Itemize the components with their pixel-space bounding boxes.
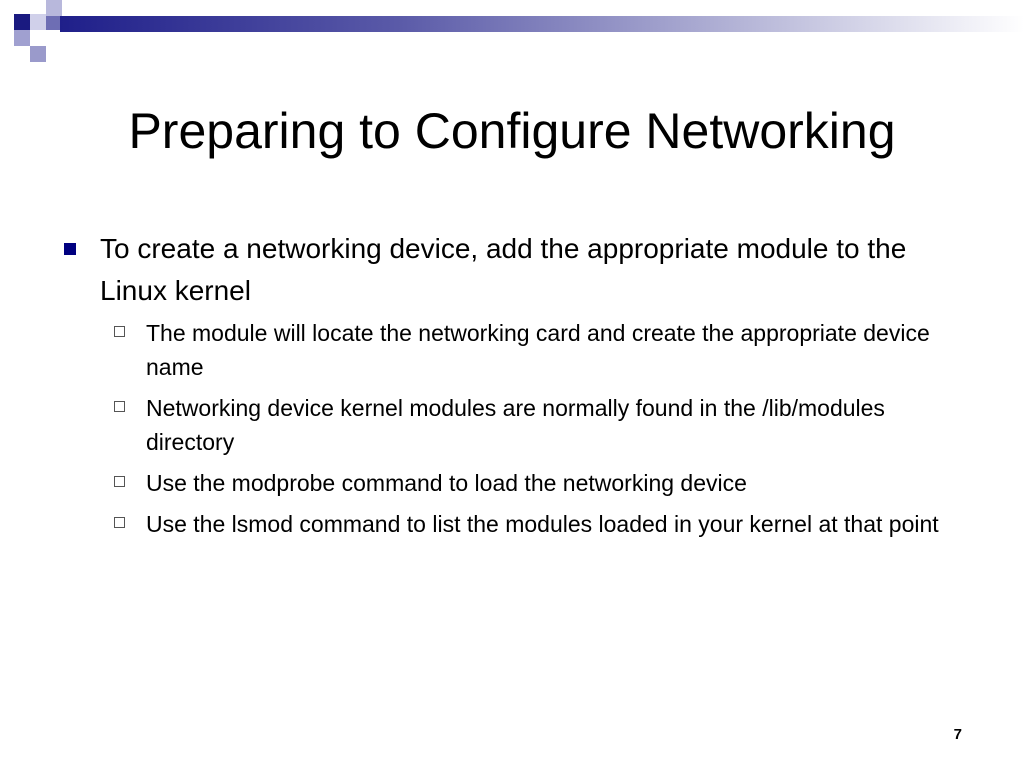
- bullet-text: To create a networking device, add the appropriate module to the Linux kernel: [100, 233, 907, 306]
- header-decoration: [0, 0, 1024, 64]
- filled-square-bullet-icon: [64, 243, 76, 255]
- hollow-square-bullet-icon: [114, 476, 125, 487]
- page-number: 7: [953, 726, 962, 743]
- decor-square: [30, 46, 46, 62]
- slide-content: [60, 228, 960, 548]
- decor-square: [14, 30, 30, 46]
- sub-bullet-text: Networking device kernel modules are normally found in the /lib/modules directory: [146, 395, 885, 455]
- sub-bullet-item: [60, 507, 960, 541]
- sub-bullet-text: Use the lsmod command to list the modules loaded in your kernel at that point: [146, 511, 939, 537]
- sub-bullet-item: [60, 316, 960, 384]
- hollow-square-bullet-icon: [114, 326, 125, 337]
- sub-bullet-item: [60, 391, 960, 459]
- hollow-square-bullet-icon: [114, 517, 125, 528]
- slide-title: Preparing to Configure Networking: [128, 103, 896, 159]
- sub-bullet-text: Use the modprobe command to load the networking device: [146, 470, 747, 496]
- bullet-item: [60, 228, 960, 312]
- decor-square: [30, 14, 46, 30]
- sub-bullet-text: The module will locate the networking card and create the appropriate device name: [146, 320, 930, 380]
- decor-square: [46, 16, 60, 30]
- sub-bullet-item: [60, 466, 960, 500]
- decor-square: [14, 14, 30, 30]
- decor-square: [46, 0, 62, 16]
- header-gradient-bar: [60, 16, 1024, 32]
- sub-bullet-list: [60, 316, 960, 541]
- hollow-square-bullet-icon: [114, 401, 125, 412]
